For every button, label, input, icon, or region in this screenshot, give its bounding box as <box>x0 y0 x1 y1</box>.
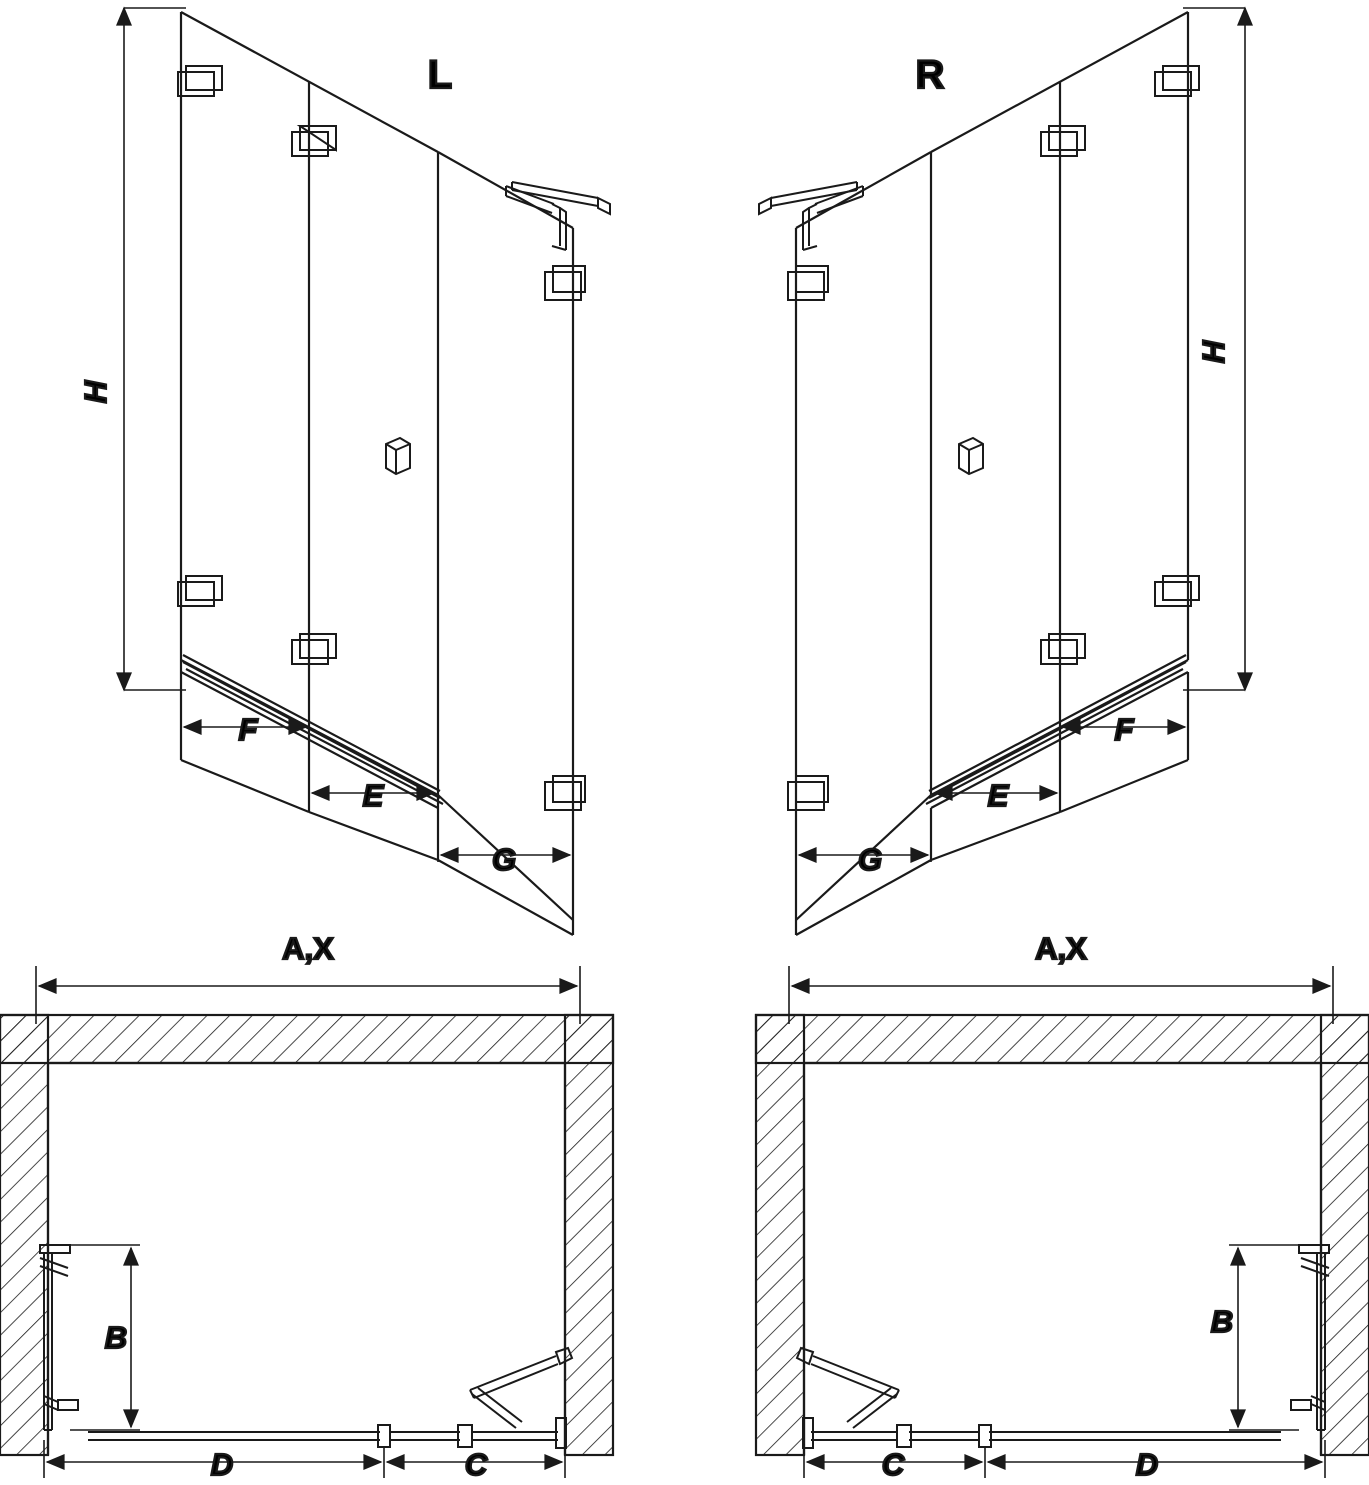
iso-view-left <box>78 8 610 935</box>
plan-right-fixed-panel <box>811 1425 1281 1447</box>
iso-right-label-h: H <box>1196 340 1231 364</box>
iso-left-support-bar <box>506 182 610 250</box>
plan-right-label-b: B <box>1210 1304 1234 1339</box>
plan-left-walls <box>0 1015 613 1455</box>
plan-left-label-b: B <box>104 1320 128 1355</box>
iso-left-label-e: E <box>362 778 384 813</box>
iso-left-label-h: H <box>78 380 113 404</box>
iso-right-bottom-track <box>926 655 1188 808</box>
iso-left-door-knob <box>386 438 410 474</box>
plan-right-label-d: D <box>1135 1447 1159 1482</box>
iso-right-door-knob <box>959 438 983 474</box>
iso-view-right <box>759 8 1245 935</box>
plan-left-label-ax: A,X <box>282 931 334 966</box>
plan-view-right <box>756 931 1369 1482</box>
plan-view-left <box>0 931 613 1482</box>
plan-left-label-c: C <box>464 1447 488 1482</box>
iso-right-label-g: G <box>857 842 883 877</box>
iso-left-dim-height <box>124 8 186 690</box>
plan-right-dim-b <box>1229 1245 1299 1430</box>
plan-left-label-d: D <box>210 1447 234 1482</box>
plan-right-label-ax: A,X <box>1035 931 1087 966</box>
iso-left-label-g: G <box>491 842 517 877</box>
iso-right-label-f: F <box>1114 712 1134 747</box>
iso-left-label-f: F <box>238 712 258 747</box>
iso-right-title: R <box>915 53 945 97</box>
iso-left-title: L <box>427 53 453 97</box>
iso-left-bottom-track <box>181 655 443 808</box>
plan-right-walls <box>756 1015 1369 1455</box>
iso-right-label-e: E <box>987 778 1009 813</box>
plan-left-fixed-panel <box>88 1425 558 1447</box>
iso-right-support-bar <box>759 182 863 250</box>
plan-right-label-c: C <box>881 1447 905 1482</box>
iso-left-hinges <box>178 66 585 810</box>
